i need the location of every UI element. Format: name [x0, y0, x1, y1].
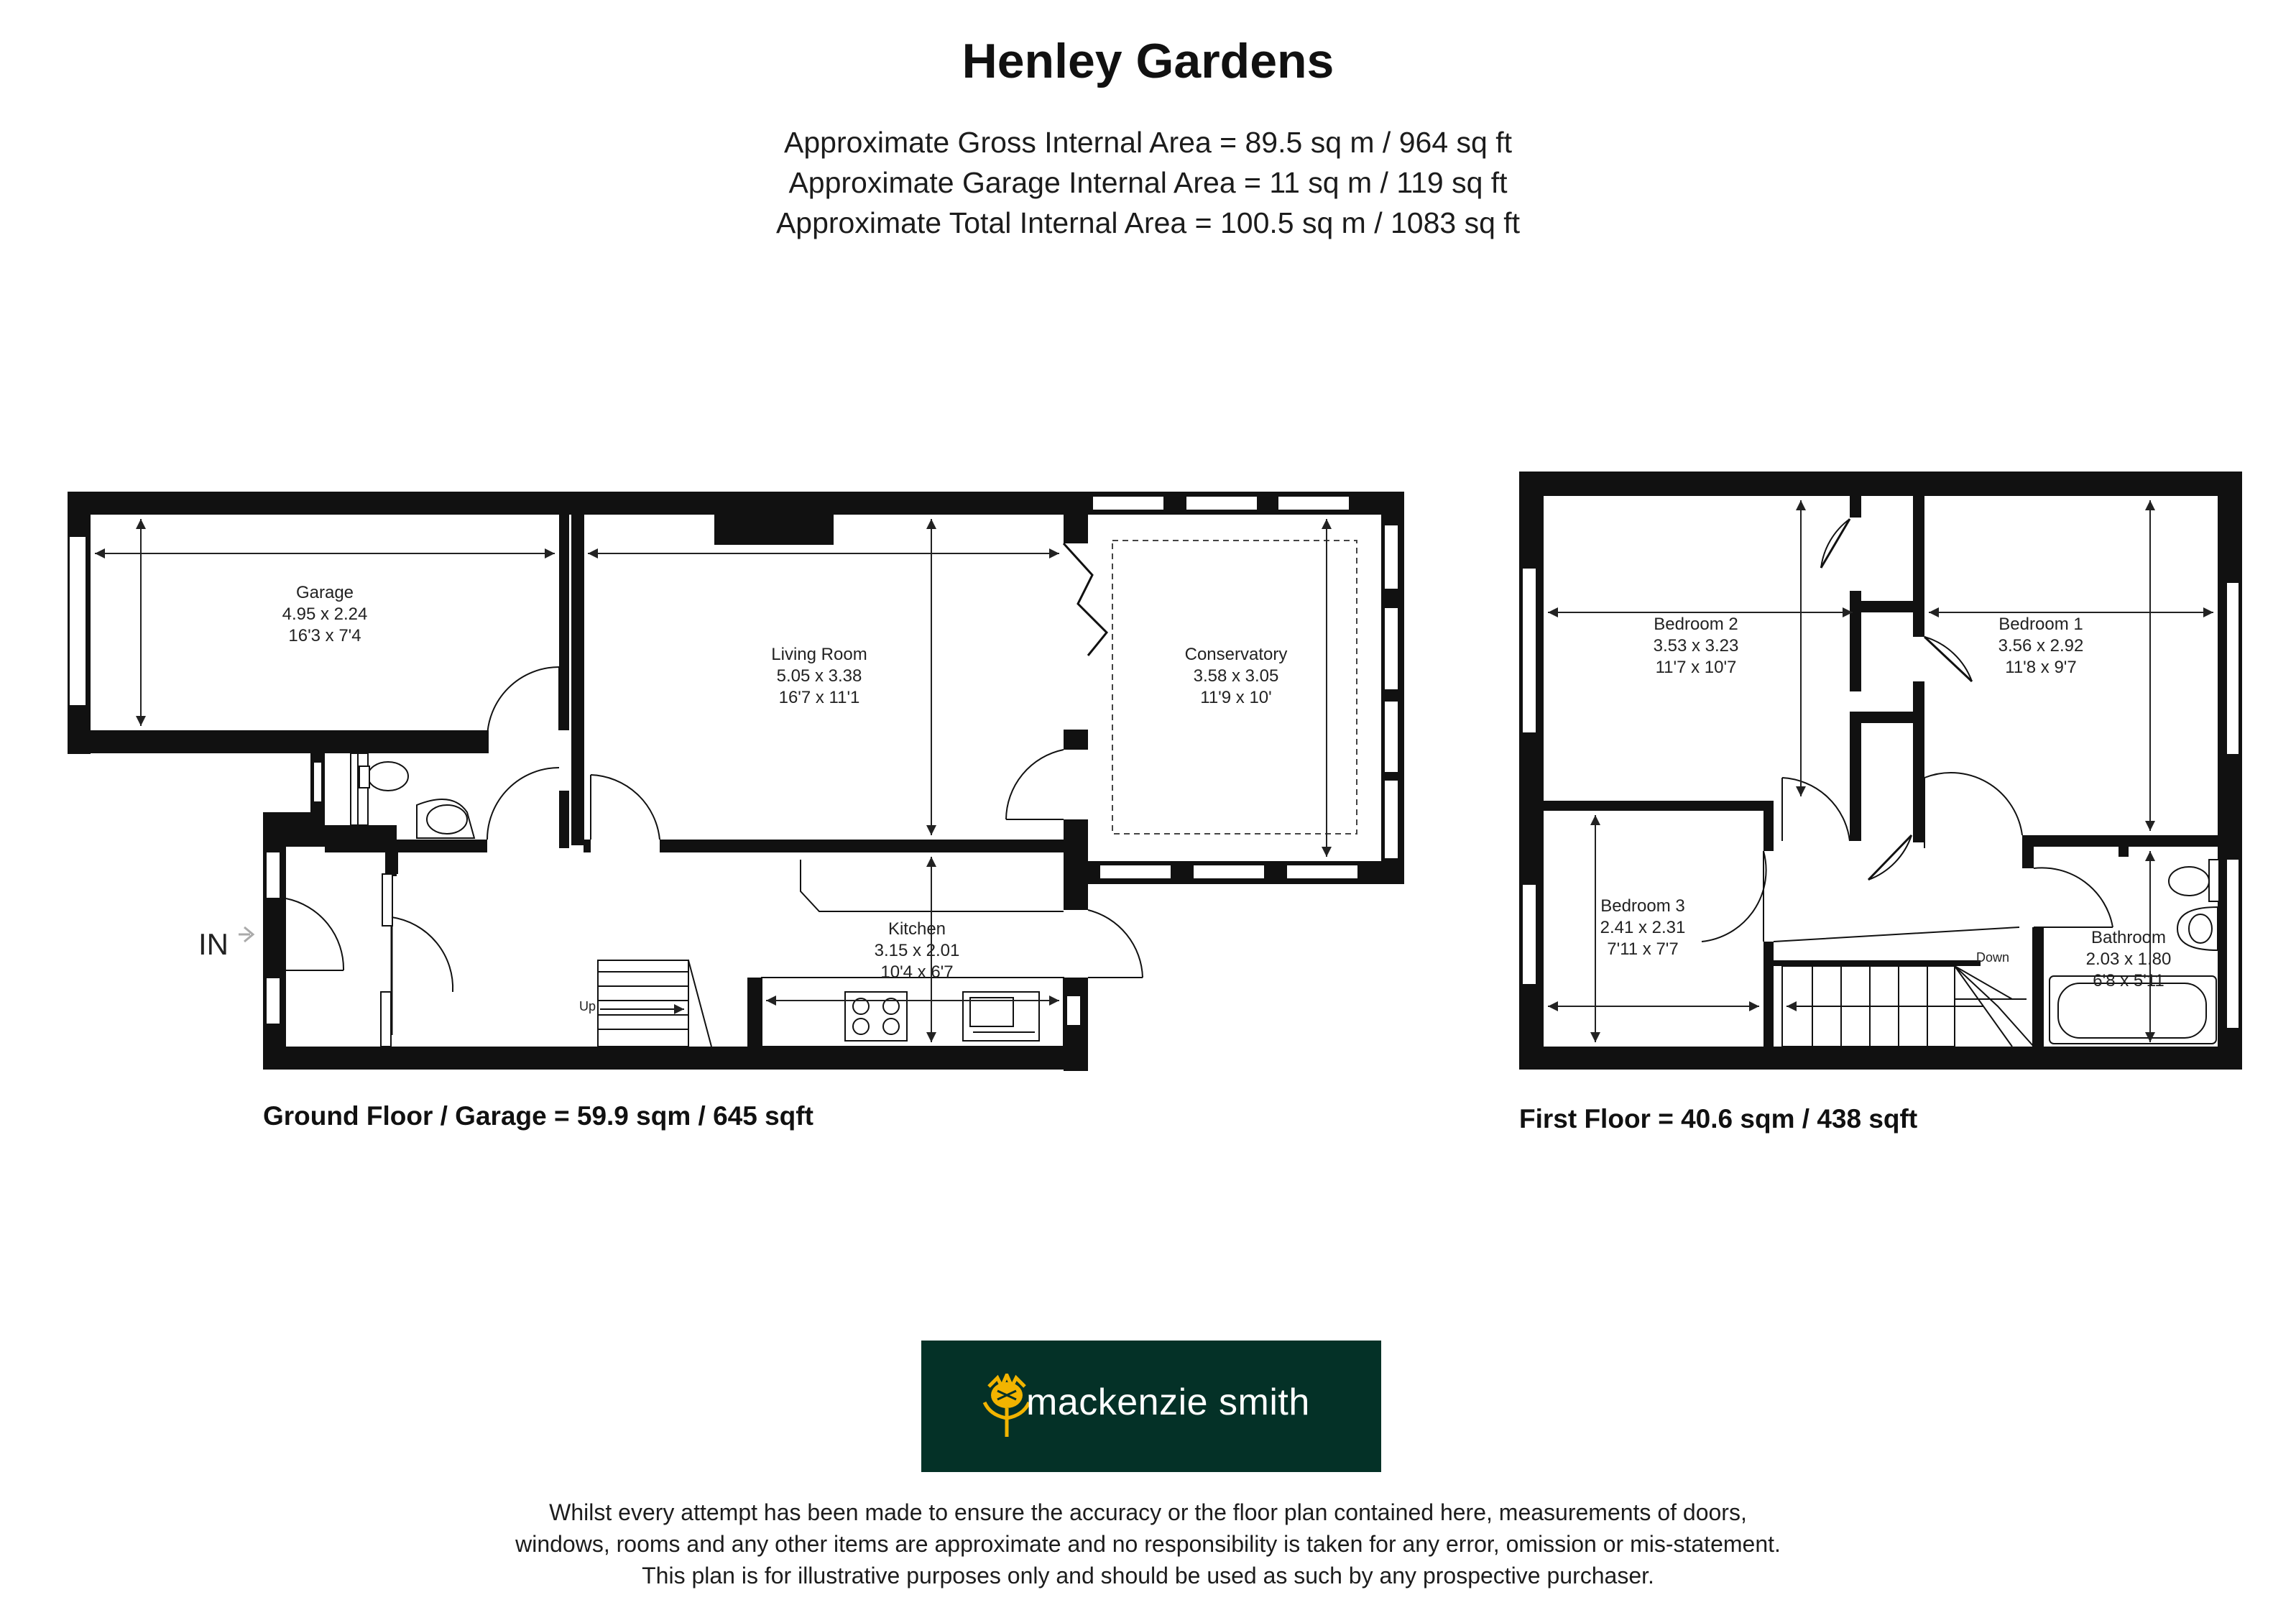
garage-metric: 4.95 x 2.24	[282, 604, 368, 624]
entrance-arrow-icon	[239, 927, 253, 942]
bathroom-imperial: 6'8 x 5'11	[2093, 971, 2164, 990]
bedroom-1-imperial: 11'8 x 9'7	[2005, 658, 2077, 677]
living-room-metric: 5.05 x 3.38	[776, 666, 862, 686]
logo-text: mackenzie smith	[1026, 1381, 1310, 1423]
bedroom-3-imperial: 7'11 x 7'7	[1607, 939, 1679, 959]
bathroom-metric: 2.03 x 1.80	[2085, 950, 2172, 969]
kitchen-name: Kitchen	[887, 919, 946, 939]
bedroom-3-metric: 2.41 x 2.31	[1600, 918, 1686, 937]
ground-floor-area-label: Ground Floor / Garage = 59.9 sqm / 645 sqft	[263, 1101, 813, 1131]
living-room-name: Living Room	[771, 645, 867, 664]
agent-logo	[921, 1341, 1381, 1472]
conservatory-metric: 3.58 x 3.05	[1193, 666, 1279, 686]
bedroom-2-name: Bedroom 2	[1654, 615, 1738, 634]
bedroom-1-name: Bedroom 1	[1998, 615, 2083, 634]
total-area: Approximate Total Internal Area = 100.5 sq m / 1083 sq ft	[775, 206, 1521, 239]
kitchen-metric: 3.15 x 2.01	[874, 941, 960, 960]
ground-floor-plan	[68, 492, 1404, 1071]
living-room-imperial: 16'7 x 11'1	[778, 688, 860, 707]
page-title: Henley Gardens	[962, 34, 1334, 88]
bedroom-3-name: Bedroom 3	[1600, 896, 1685, 916]
bedroom-1-metric: 3.56 x 2.92	[1998, 636, 2084, 656]
garage-area: Approximate Garage Internal Area = 11 sq m / 119 sq ft	[788, 166, 1508, 199]
stairs-up-label: Up	[579, 999, 596, 1013]
disclaimer	[0, 1496, 2296, 1591]
disclaimer-line-2: windows, rooms and any other items are approximate and no responsibility is taken for any error, omission or mis-statement.	[515, 1531, 1781, 1557]
bedroom-2-metric: 3.53 x 3.23	[1653, 636, 1739, 656]
kitchen-imperial: 10'4 x 6'7	[880, 962, 954, 982]
garage-name: Garage	[295, 583, 354, 602]
stairs-down-label: Down	[1976, 950, 2010, 965]
conservatory-name: Conservatory	[1184, 645, 1288, 664]
disclaimer-line-1: Whilst every attempt has been made to ensure the accuracy or the floor plan contained here, measurements of doors,	[549, 1499, 1747, 1525]
bathroom-name: Bathroom	[2090, 928, 2167, 947]
first-floor-area-label: First Floor = 40.6 sqm / 438 sqft	[1519, 1104, 1918, 1134]
gross-area: Approximate Gross Internal Area = 89.5 sq m / 964 sq ft	[784, 126, 1512, 159]
conservatory-imperial: 11'9 x 10'	[1200, 688, 1272, 707]
garage-imperial: 16'3 x 7'4	[288, 626, 361, 645]
bedroom-2-imperial: 11'7 x 10'7	[1655, 658, 1737, 677]
disclaimer-line-3: This plan is for illustrative purposes only and should be used as such by any prospective purchaser.	[642, 1563, 1654, 1588]
entrance-label: IN	[198, 927, 229, 961]
